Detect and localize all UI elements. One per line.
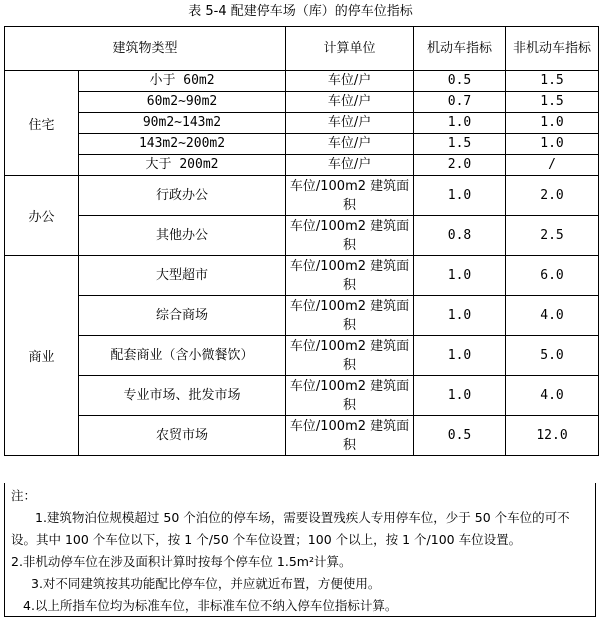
unit-cell: 车位/100m2 建筑面积	[286, 416, 414, 456]
note-4: 4.以上所指车位均为标准车位，非标准车位不纳入停车位指标计算。	[23, 598, 398, 613]
sub-type: 90m2~143m2	[79, 113, 286, 134]
nonmotor-cell: 5.0	[506, 336, 599, 376]
motor-cell: 1.0	[414, 376, 506, 416]
unit-cell: 车位/100m2 建筑面积	[286, 376, 414, 416]
sub-type: 143m2~200m2	[79, 134, 286, 155]
group-residential: 住宅	[5, 71, 79, 176]
nonmotor-cell: 1.0	[506, 134, 599, 155]
notes-section	[4, 483, 596, 617]
unit-cell: 车位/100m2 建筑面积	[286, 176, 414, 216]
unit-cell: 车位/户	[286, 113, 414, 134]
unit-cell: 车位/户	[286, 71, 414, 92]
sub-type: 小于 60m2	[79, 71, 286, 92]
unit-cell: 车位/户	[286, 92, 414, 113]
unit-cell: 车位/100m2 建筑面积	[286, 216, 414, 256]
note-1: 1.建筑物泊位规模超过 50 个泊位的停车场，需要设置残疾人专用停车位，少于 50 个车位的可不设。其中 100 个车位以下，按 1 个/50 个车位设置；100 个以上，按 1 个/100 车位设置。	[11, 510, 570, 547]
unit-cell: 车位/100m2 建筑面积	[286, 296, 414, 336]
unit-cell: 车位/户	[286, 155, 414, 176]
header-building-type: 建筑物类型	[5, 27, 286, 71]
table-row	[5, 155, 599, 176]
motor-cell: 1.0	[414, 296, 506, 336]
note-2: 2.非机动停车位在涉及面积计算时按每个停车位 1.5m²计算。	[11, 554, 352, 569]
unit-cell: 车位/户	[286, 134, 414, 155]
header-nonmotor: 非机动车指标	[506, 27, 599, 71]
sub-type: 配套商业（含小微餐饮）	[79, 336, 286, 376]
motor-cell: 1.0	[414, 113, 506, 134]
table-row	[5, 336, 599, 376]
unit-cell: 车位/100m2 建筑面积	[286, 256, 414, 296]
header-unit: 计算单位	[286, 27, 414, 71]
table-row	[5, 256, 599, 296]
note-3: 3.对不同建筑按其功能配比停车位，并应就近布置，方便使用。	[31, 576, 381, 591]
table-row	[5, 134, 599, 155]
table-row	[5, 376, 599, 416]
sub-type: 综合商场	[79, 296, 286, 336]
nonmotor-cell: 2.5	[506, 216, 599, 256]
table-row	[5, 416, 599, 456]
sub-type: 行政办公	[79, 176, 286, 216]
notes-label: 注：	[11, 488, 37, 503]
sub-type: 大于 200m2	[79, 155, 286, 176]
nonmotor-cell: 6.0	[506, 256, 599, 296]
group-office: 办公	[5, 176, 79, 256]
sub-type: 大型超市	[79, 256, 286, 296]
nonmotor-cell: /	[506, 155, 599, 176]
sub-type: 其他办公	[79, 216, 286, 256]
table-title: 表 5-4 配建停车场（库）的停车位指标	[188, 4, 413, 19]
motor-cell: 1.0	[414, 176, 506, 216]
motor-cell: 0.7	[414, 92, 506, 113]
table-row	[5, 296, 599, 336]
motor-cell: 1.5	[414, 134, 506, 155]
sub-type: 60m2~90m2	[79, 92, 286, 113]
table-row	[5, 92, 599, 113]
table-row	[5, 71, 599, 92]
nonmotor-cell: 1.5	[506, 92, 599, 113]
motor-cell: 0.5	[414, 416, 506, 456]
motor-cell: 2.0	[414, 155, 506, 176]
table-row	[5, 113, 599, 134]
header-motor: 机动车指标	[414, 27, 506, 71]
motor-cell: 1.0	[414, 256, 506, 296]
parking-index-table	[4, 26, 599, 456]
nonmotor-cell: 12.0	[506, 416, 599, 456]
sub-type: 农贸市场	[79, 416, 286, 456]
table-row	[5, 216, 599, 256]
motor-cell: 0.8	[414, 216, 506, 256]
group-commercial: 商业	[5, 256, 79, 456]
table-row	[5, 176, 599, 216]
nonmotor-cell: 1.5	[506, 71, 599, 92]
motor-cell: 1.0	[414, 336, 506, 376]
nonmotor-cell: 2.0	[506, 176, 599, 216]
sub-type: 专业市场、批发市场	[79, 376, 286, 416]
nonmotor-cell: 4.0	[506, 376, 599, 416]
unit-cell: 车位/100m2 建筑面积	[286, 336, 414, 376]
nonmotor-cell: 4.0	[506, 296, 599, 336]
motor-cell: 0.5	[414, 71, 506, 92]
nonmotor-cell: 1.0	[506, 113, 599, 134]
